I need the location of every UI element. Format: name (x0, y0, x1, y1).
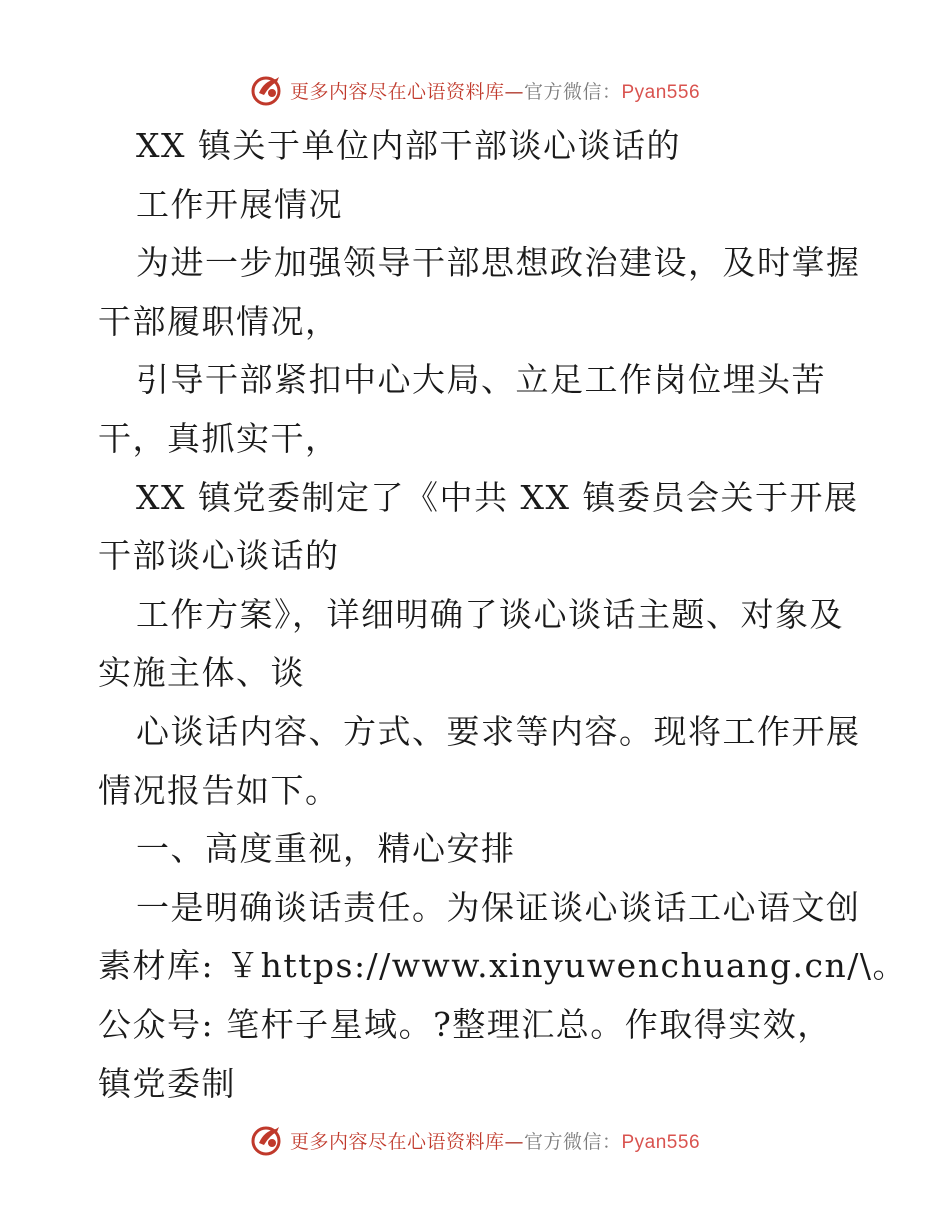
doc-line: 为进一步加强领导干部思想政治建设，及时掌握 (136, 243, 861, 283)
footer-slogan: 更多内容尽在心语资料库 (289, 1130, 505, 1153)
header-wechat-id: Pyan556 (621, 81, 701, 103)
brand-logo-icon (250, 73, 284, 107)
doc-line: 干部履职情况， (98, 301, 340, 341)
doc-line: XX 镇党委制定了《中共 XX 镇委员会关于开展 (136, 477, 859, 517)
doc-line: 干部谈心谈话的 (98, 536, 340, 576)
header-dash: — (504, 80, 524, 103)
header-slogan: 更多内容尽在心语资料库 (289, 80, 505, 103)
doc-line: 引导干部紧扣中心大局、立足工作岗位埋头苦 (136, 360, 826, 400)
section-heading: 一、高度重视，精心安排 (136, 829, 516, 869)
footer-wechat-id: Pyan556 (621, 1131, 701, 1153)
document-body (98, 117, 907, 1113)
doc-line: 心谈话内容、方式、要求等内容。现将工作开展 (136, 711, 861, 751)
doc-line: 工作开展情况 (136, 184, 343, 224)
doc-line: 情况报告如下。 (98, 770, 340, 810)
doc-line: 工作方案》，详细明确了谈心谈话主题、对象及 (136, 594, 844, 634)
header-wechat-label: 官方微信： (523, 80, 622, 103)
footer-banner (0, 1120, 950, 1160)
doc-line: 镇党委制 (98, 1063, 236, 1103)
doc-line: 素材库: ￥https://www.xinyuwenchuang.cn/\。 (98, 946, 907, 986)
doc-line: 实施主体、谈 (98, 653, 305, 693)
doc-line: 一是明确谈话责任。为保证谈心谈话工心语文创 (136, 887, 861, 927)
doc-line: XX 镇关于单位内部干部谈心谈话的 (136, 126, 681, 165)
header-banner-text (290, 77, 700, 104)
footer-wechat-label: 官方微信： (523, 1130, 622, 1153)
footer-dash: — (504, 1130, 524, 1153)
brand-logo-icon (250, 1123, 284, 1157)
header-banner (0, 70, 950, 110)
footer-banner-text (290, 1127, 700, 1154)
doc-line: 公众号: 笔杆子星域。?整理汇总。作取得实效， (98, 1004, 832, 1044)
doc-line: 干，真抓实干， (98, 418, 340, 458)
